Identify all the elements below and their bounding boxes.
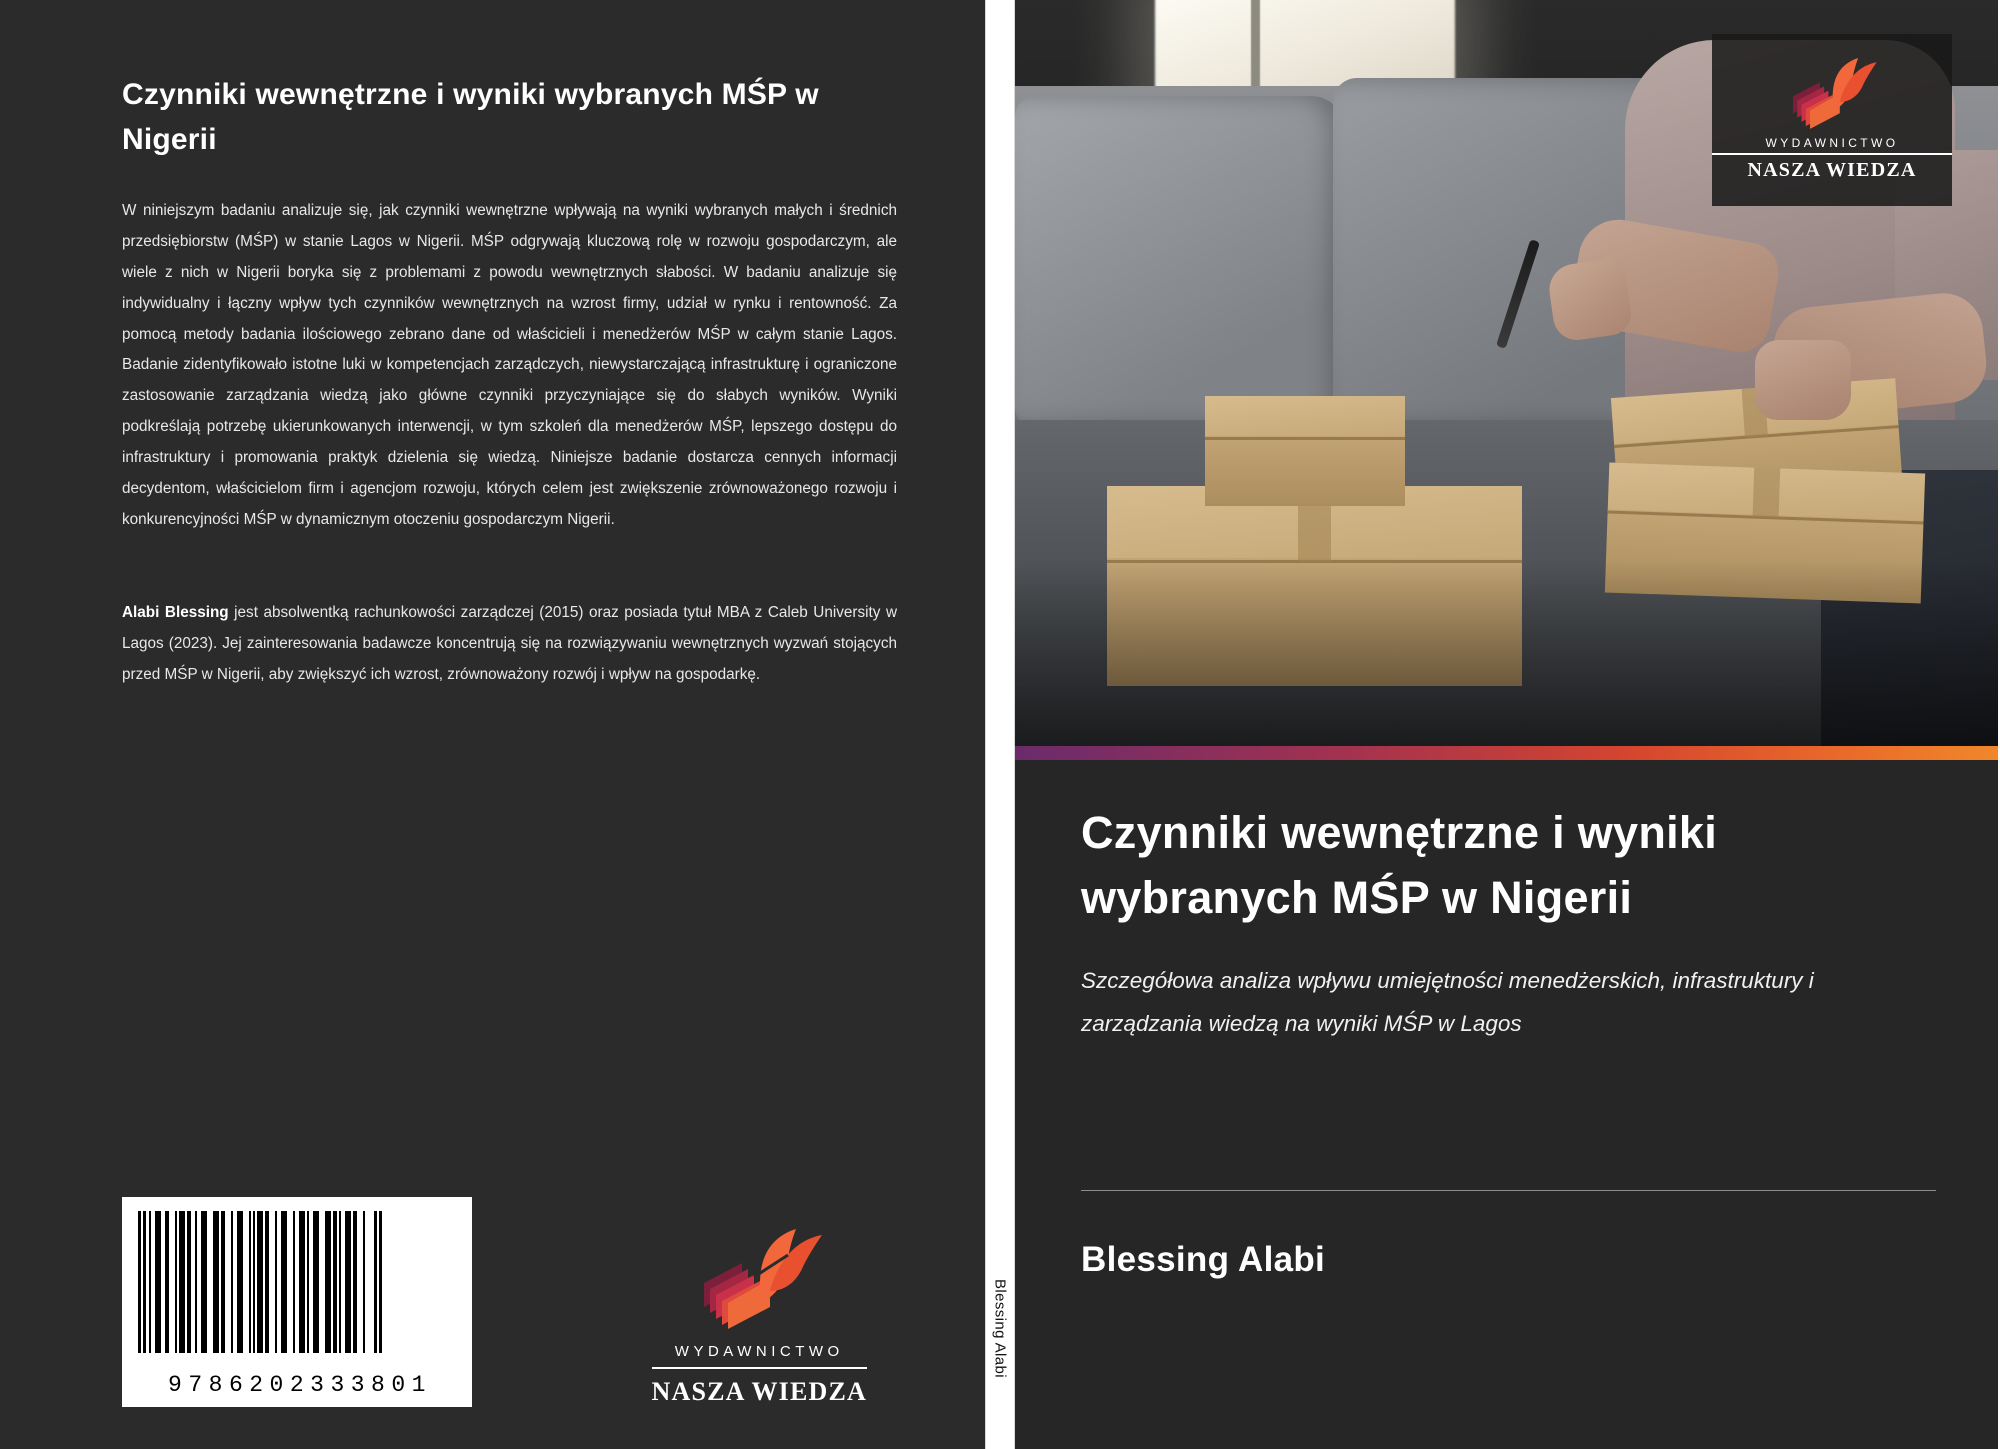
front-cover-author: Blessing Alabi	[1081, 1240, 1326, 1279]
publisher-name-large: NASZA WIEDZA	[651, 1377, 867, 1406]
publisher-name-large: NASZA WIEDZA	[1747, 159, 1917, 181]
publisher-divider	[652, 1367, 867, 1369]
spine-author-label: Blessing Alabi	[991, 1279, 1009, 1378]
page-title: Czynniki wewnętrzne i wyniki wybranych MŚP w Nigerii	[1081, 807, 1718, 924]
barcode-number: 9786202333801	[168, 1372, 432, 1398]
barcode-block	[122, 1197, 472, 1407]
front-cover-text-block	[1081, 800, 1941, 1046]
publisher-name-small: WYDAWNICTWO	[1765, 136, 1899, 150]
back-cover-title: Czynniki wewnętrzne i wyniki wybranych MŚP w Nigerii	[122, 78, 819, 156]
book-feather-logo-icon	[684, 1229, 834, 1339]
back-cover-footer	[122, 1197, 867, 1407]
back-cover	[0, 0, 985, 1449]
publisher-logo-front	[1712, 34, 1952, 206]
front-cover-subtitle: Szczegółowa analiza wpływu umiejętności menedżerskich, infrastruktury i zarządzania wiedzą na wyniki MŚP w Lagos	[1081, 967, 1814, 1037]
book-feather-logo-icon	[1778, 58, 1886, 136]
back-cover-abstract: W niniejszym badaniu analizuje się, jak czynniki wewnętrzne wpływają na wyniki wybranych małych i średnich przedsiębiorstw (MŚP) w stanie Lagos w Nigerii. MŚP odgrywają kluczową rolę w rozwoju gospodarczym, ale wiele z nich w Nigerii boryka się z problemami z powodu wewnętrznych słabości. W badaniu analizuje się indywidualny i łączny wpływ tych czynników wewnętrznych na wzrost firmy, udział w rynku i rentowność. Za pomocą metody badania ilościowego zebrano dane od właścicieli i menedżerów MŚP w całym stanie Lagos. Badanie zidentyfikowało istotne luki w kompetencjach zarządczych, niewystarczającą infrastrukturę i ograniczone zastosowanie zarządzania wiedzą jako główne czynniki przyczyniające się do słabych wyników. Wyniki podkreślają potrzebę ukierunkowanych interwencji, w tym szkoleń dla menedżerów MŚP, lepszego dostępu do infrastruktury i promowania praktyk dzielenia się wiedzą. Niniejsze badanie dostarcza cennych informacji decydentom, właścicielom firm i agencjom rozwoju, których celem jest zwiększenie zrównoważonego rozwoju i konkurencyjności MŚP w dynamicznym otoczeniu gospodarczym Nigerii.	[122, 202, 897, 528]
front-cover-divider	[1081, 1190, 1936, 1191]
publisher-logo-back	[652, 1229, 867, 1407]
author-bio-text: jest absolwentką rachunkowości zarządczej (2015) oraz posiada tytuł MBA z Caleb University w Lagos (2023). Jej zainteresowania badawcze koncentrują się na rozwiązywaniu wewnętrznych wyzwań stojących przed MŚP w Nigerii, aby zwiększyć ich wzrost, zrównoważony rozwój i wpływ na gospodarkę.	[122, 603, 897, 683]
front-cover	[1015, 0, 1998, 1449]
publisher-name-small: WYDAWNICTWO	[674, 1343, 844, 1360]
author-bio-name: Alabi Blessing	[122, 603, 229, 621]
publisher-divider	[1712, 153, 1952, 155]
barcode-icon	[138, 1211, 456, 1353]
back-cover-author-bio	[122, 598, 897, 691]
book-spine	[985, 0, 1015, 1449]
color-accent-strip	[1015, 746, 1998, 760]
